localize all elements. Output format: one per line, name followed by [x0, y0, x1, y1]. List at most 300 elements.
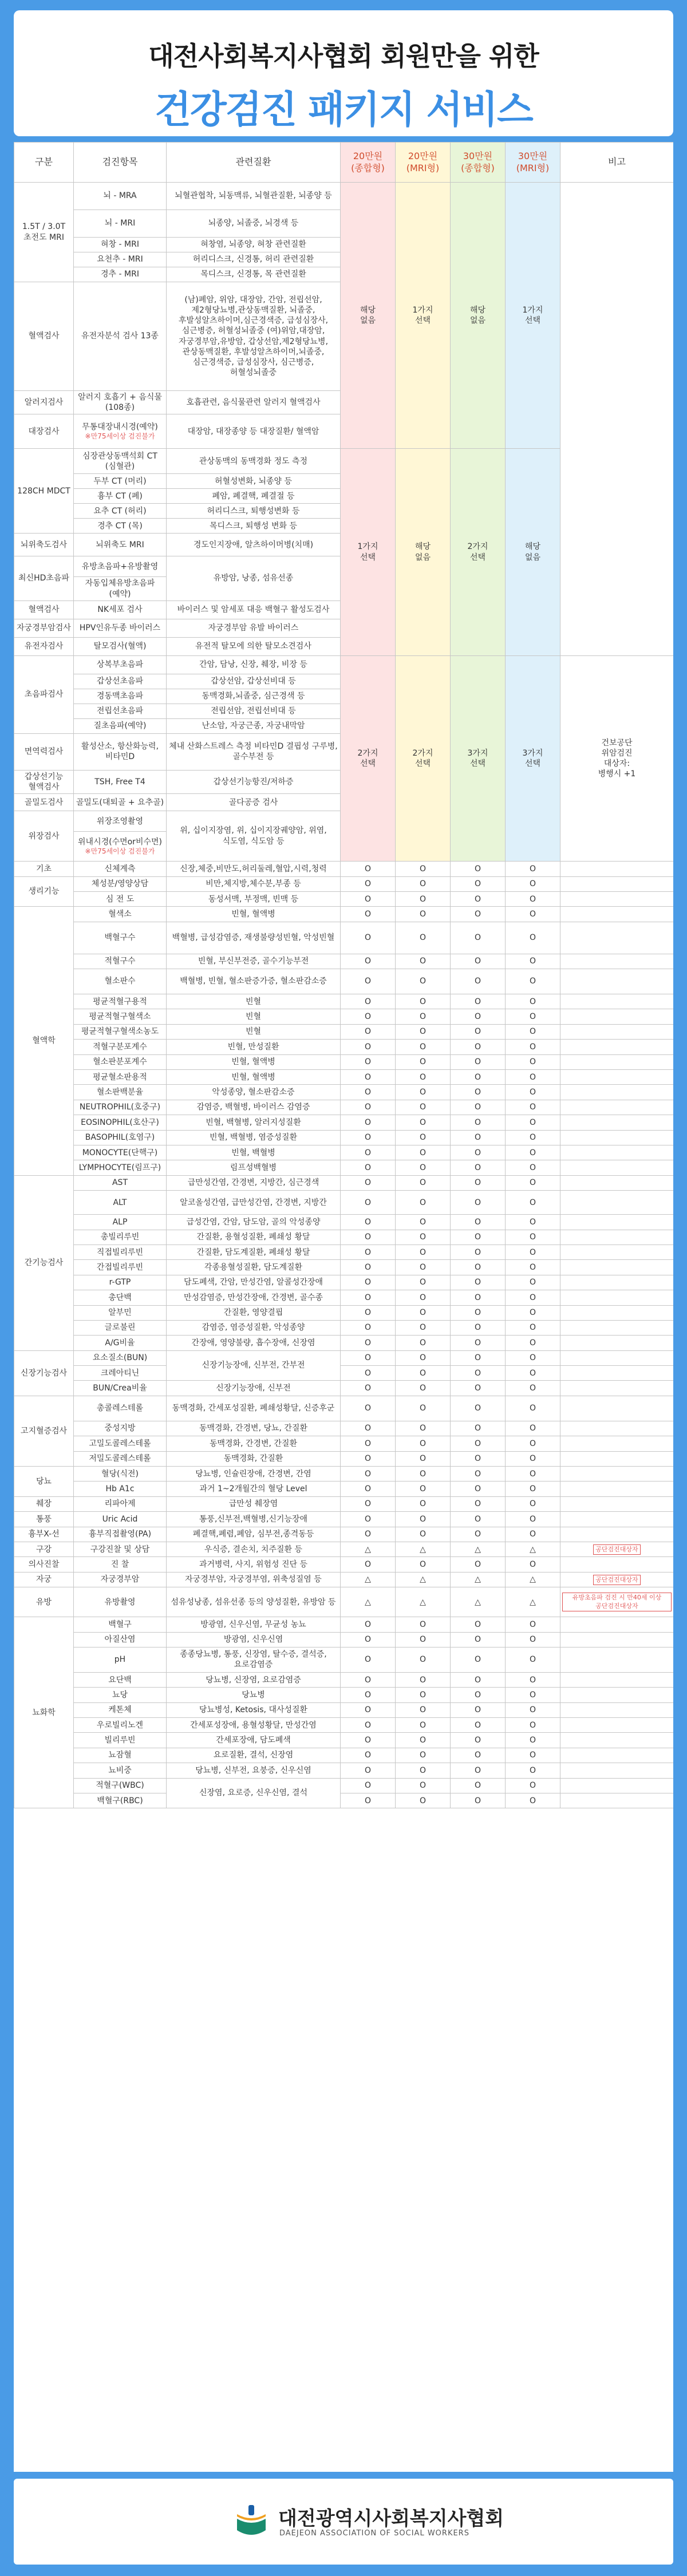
- cell-p30-general: △: [451, 1572, 506, 1587]
- cell-p30-mri: O: [506, 1632, 560, 1647]
- cell-p20-mri: O: [396, 1244, 451, 1259]
- cell-p30-mri: O: [506, 922, 560, 954]
- cell-item: 유방초음파+유방촬영: [74, 556, 167, 577]
- cell-p20-general: O: [341, 1244, 396, 1259]
- table-row: [14, 1244, 674, 1259]
- cell-p20-mri: O: [396, 1230, 451, 1244]
- cell-disease: 빈혈, 백혈병, 염증성질환: [167, 1130, 341, 1145]
- cell-note: [560, 1702, 674, 1717]
- cell-disease: 담도폐색, 간암, 만성간염, 알콜성간장애: [167, 1275, 341, 1290]
- cell-p30-mri: O: [506, 1467, 560, 1481]
- cell-item: NK세포 검사: [74, 600, 167, 619]
- cell-item: ALT: [74, 1191, 167, 1215]
- cell-note: [560, 1451, 674, 1466]
- table-row: [14, 1024, 674, 1039]
- cell-category: 알러지검사: [14, 391, 74, 414]
- cell-disease: 체내 산화스트레스 측정 비타민D 결핍성 구루병, 골수부전 등: [167, 733, 341, 770]
- cell-note: [560, 862, 674, 876]
- cell-p20-mri: O: [396, 1305, 451, 1320]
- header-title: 건강검진 패키지 서비스: [155, 88, 532, 132]
- cell-p20-general: O: [341, 1160, 396, 1175]
- cell-disease: 섬유성낭종, 섬유선종 등의 양성질환, 유방암 등: [167, 1587, 341, 1617]
- cell-disease: 백혈병, 빈혈, 혈소판증가증, 혈소판감소증: [167, 969, 341, 994]
- cell-p30-general: O: [451, 1070, 506, 1085]
- cell-category: 유방: [14, 1587, 74, 1617]
- col-header-category: 구분: [14, 143, 74, 183]
- cell-note: [560, 1244, 674, 1259]
- cell-note: [560, 922, 674, 954]
- cell-p30-general: O: [451, 1481, 506, 1496]
- cell-note: [560, 1672, 674, 1687]
- table-row: [14, 994, 674, 1009]
- cell-category: 골밀도검사: [14, 794, 74, 811]
- cell-item: 요소질소(BUN): [74, 1350, 167, 1365]
- cell-disease: 급만성 췌장염: [167, 1496, 341, 1511]
- cell-p20-general: 해당 없음: [341, 183, 396, 449]
- cell-disease: 목디스크, 신경통, 목 관련질환: [167, 267, 341, 282]
- cell-p30-mri: O: [506, 1718, 560, 1733]
- table-row: [14, 1396, 674, 1421]
- cell-item: 총콜레스테롤: [74, 1396, 167, 1421]
- cell-disease: 간질환, 담도계질환, 폐쇄성 황달: [167, 1244, 341, 1259]
- cell-disease: 갑상선기능항진/저하증: [167, 770, 341, 793]
- table-row: [14, 1587, 674, 1617]
- cell-p30-general: △: [451, 1542, 506, 1556]
- cell-p20-general: O: [341, 1672, 396, 1687]
- cell-p20-general: O: [341, 1496, 396, 1511]
- table-row: [14, 969, 674, 994]
- table-row: [14, 1320, 674, 1335]
- cell-p30-general: O: [451, 907, 506, 922]
- cell-item: pH: [74, 1647, 167, 1672]
- cell-category: 대장검사: [14, 414, 74, 449]
- table-row: [14, 1702, 674, 1717]
- cell-note: [560, 1512, 674, 1527]
- cell-p20-mri: O: [396, 1260, 451, 1275]
- cell-p20-mri: O: [396, 994, 451, 1009]
- cell-p30-mri: O: [506, 1040, 560, 1054]
- cell-p20-general: O: [341, 1275, 396, 1290]
- cell-p30-mri: O: [506, 1260, 560, 1275]
- cell-disease: 급성간염, 간암, 담도암, 골의 악성종양: [167, 1215, 341, 1230]
- cell-p30-mri: O: [506, 1421, 560, 1436]
- cell-p20-general: O: [341, 1467, 396, 1481]
- cell-disease: 빈혈, 백혈병: [167, 1145, 341, 1160]
- cell-item: 두부 CT (머리): [74, 474, 167, 489]
- cell-category: 1.5T / 3.0T 초전도 MRI: [14, 183, 74, 282]
- cell-disease: 골다공증 검사: [167, 794, 341, 811]
- cell-p20-mri: O: [396, 1467, 451, 1481]
- cell-p20-mri: O: [396, 1421, 451, 1436]
- cell-p20-mri: O: [396, 1512, 451, 1527]
- cell-item: BASOPHIL(호염구): [74, 1130, 167, 1145]
- cell-item: 총단백: [74, 1290, 167, 1305]
- cell-p20-general: O: [341, 1115, 396, 1130]
- cell-note: [560, 1024, 674, 1039]
- col-header-20-mri: 20만원 (MRI형): [396, 143, 451, 183]
- cell-p30-mri: O: [506, 1070, 560, 1085]
- cell-p20-general: O: [341, 1366, 396, 1381]
- table-row: [14, 1175, 674, 1190]
- cell-p20-mri: O: [396, 1748, 451, 1763]
- cell-p30-mri: O: [506, 1647, 560, 1672]
- cell-item: 상복부초음파: [74, 655, 167, 674]
- cell-item: 자궁경부암: [74, 1572, 167, 1587]
- table-row: [14, 1778, 674, 1793]
- cell-p20-mri: △: [396, 1587, 451, 1617]
- cell-category: 자궁: [14, 1572, 74, 1587]
- cell-p30-mri: O: [506, 1396, 560, 1421]
- cell-note: [560, 1793, 674, 1808]
- cell-category: 128CH MDCT: [14, 449, 74, 534]
- cell-p20-general: O: [341, 994, 396, 1009]
- table-row: [14, 1054, 674, 1069]
- cell-item: 골밀도(대퇴골 + 요추골): [74, 794, 167, 811]
- col-header-30-mri: 30만원 (MRI형): [506, 143, 560, 183]
- cell-item: 평균혈소판용적: [74, 1070, 167, 1085]
- cell-p30-general: O: [451, 994, 506, 1009]
- cell-p20-mri: O: [396, 969, 451, 994]
- cell-p30-mri: O: [506, 1230, 560, 1244]
- cell-item: 간접빌리루빈: [74, 1260, 167, 1275]
- cell-p20-general: O: [341, 1145, 396, 1160]
- cell-p30-general: O: [451, 1748, 506, 1763]
- cell-p20-general: O: [341, 969, 396, 994]
- table-row: [14, 891, 674, 906]
- cell-p20-general: O: [341, 1040, 396, 1054]
- cell-item: 신체계측: [74, 862, 167, 876]
- cell-item: 뇨잠혈: [74, 1748, 167, 1763]
- cell-item: 적혈구수: [74, 954, 167, 969]
- cell-p20-mri: O: [396, 1130, 451, 1145]
- cell-disease: 우식증, 결손치, 치주질환 등: [167, 1542, 341, 1556]
- cell-category: 뇨화학: [14, 1617, 74, 1808]
- cell-note: [560, 1381, 674, 1396]
- cell-p20-general: O: [341, 876, 396, 891]
- cell-item: LYMPHOCYTE(림프구): [74, 1160, 167, 1175]
- cell-disease: 당뇨병, 신부전, 요붕증, 신우신염: [167, 1763, 341, 1778]
- cell-p30-general: O: [451, 1230, 506, 1244]
- cell-note: [560, 1175, 674, 1190]
- cell-p20-general: △: [341, 1572, 396, 1587]
- cell-p30-mri: O: [506, 1244, 560, 1259]
- cell-item: r-GTP: [74, 1275, 167, 1290]
- cell-category: 갑상선기능 혈액검사: [14, 770, 74, 793]
- cell-p30-mri: 3가지 선택: [506, 655, 560, 861]
- cell-p30-general: O: [451, 954, 506, 969]
- table-row: [14, 1748, 674, 1763]
- cell-p20-general: △: [341, 1587, 396, 1617]
- cell-p20-general: O: [341, 1718, 396, 1733]
- cell-p30-mri: O: [506, 876, 560, 891]
- cell-disease: 허리디스크, 신경통, 허리 관련질환: [167, 252, 341, 267]
- cell-note: [560, 1275, 674, 1290]
- cell-p20-general: O: [341, 1702, 396, 1717]
- cell-p30-mri: O: [506, 1688, 560, 1702]
- cell-disease: 유방암, 낭종, 섬유선종: [167, 556, 341, 600]
- cell-p30-general: O: [451, 1175, 506, 1190]
- table-row: [14, 922, 674, 954]
- cell-disease: 동맥경화,뇌졸중, 심근경색 등: [167, 689, 341, 704]
- cell-category: 췌장: [14, 1496, 74, 1511]
- cell-item: 중성지방: [74, 1421, 167, 1436]
- cell-note: [560, 1366, 674, 1381]
- cell-note: [560, 1527, 674, 1542]
- age-limit-note: ※만75세이상 검진불가: [85, 847, 155, 855]
- cell-note: [560, 1733, 674, 1748]
- cell-p20-general: O: [341, 1763, 396, 1778]
- cell-p30-mri: 해당 없음: [506, 449, 560, 655]
- cell-p30-general: O: [451, 1275, 506, 1290]
- cell-p20-general: O: [341, 891, 396, 906]
- cell-disease: 경도인지장애, 알츠하이머병(치매): [167, 534, 341, 556]
- cell-note: [560, 1436, 674, 1451]
- cell-p30-general: O: [451, 969, 506, 994]
- cell-item: 체성분/영양상담: [74, 876, 167, 891]
- cell-p30-mri: O: [506, 1145, 560, 1160]
- cell-note: [560, 1054, 674, 1069]
- cell-disease: 종종당뇨병, 통풍, 신장염, 탈수증, 결석증, 요로감염증: [167, 1647, 341, 1672]
- cell-item: 요단백: [74, 1672, 167, 1687]
- cell-disease: 빈혈: [167, 994, 341, 1009]
- cell-disease: 신장염, 요로증, 신우신염, 결석: [167, 1778, 341, 1808]
- cell-note: [560, 1230, 674, 1244]
- cell-disease: 간질환, 영양결핍: [167, 1305, 341, 1320]
- cell-p30-mri: O: [506, 1085, 560, 1100]
- cell-item: 리파아제: [74, 1496, 167, 1511]
- cell-disease: 빈혈, 백혈병, 알러지성질환: [167, 1115, 341, 1130]
- cell-p30-general: O: [451, 1009, 506, 1024]
- table-row: [14, 1305, 674, 1320]
- cell-disease: 신장,체중,비만도,허리둘레,혈압,시력,청력: [167, 862, 341, 876]
- cell-disease: 폐암, 폐결핵, 폐결절 등: [167, 489, 341, 504]
- cell-disease: 급만성간염, 간경변, 지방간, 심근경색: [167, 1175, 341, 1190]
- cell-p20-general: O: [341, 1436, 396, 1451]
- cell-p30-general: O: [451, 1320, 506, 1335]
- cell-item: 심 전 도: [74, 891, 167, 906]
- cell-item: 고밀도콜레스테롤: [74, 1436, 167, 1451]
- table-row: [14, 1793, 674, 1808]
- table-row: [14, 1230, 674, 1244]
- cell-p30-general: O: [451, 1451, 506, 1466]
- cell-category: 혈액검사: [14, 282, 74, 391]
- cell-p20-mri: O: [396, 862, 451, 876]
- header-card: [14, 10, 673, 136]
- cell-note: [560, 1350, 674, 1365]
- cell-disease: 자궁경부암 유발 바이러스: [167, 619, 341, 637]
- cell-p20-mri: O: [396, 1778, 451, 1793]
- cell-p20-mri: O: [396, 1085, 451, 1100]
- cell-item: A/G비율: [74, 1336, 167, 1350]
- cell-disease: 동맥경화, 간경변, 간질환: [167, 1436, 341, 1451]
- cell-disease: 각종용혈성질환, 담도계질환: [167, 1260, 341, 1275]
- cell-note: [560, 1320, 674, 1335]
- cell-disease: 동맥경화, 간세포성질환, 폐쇄성황달, 신증후군: [167, 1396, 341, 1421]
- cell-item: Hb A1c: [74, 1481, 167, 1496]
- cell-p20-mri: O: [396, 876, 451, 891]
- cell-p30-mri: O: [506, 1320, 560, 1335]
- cell-note: [560, 1496, 674, 1511]
- item-text: 위내시경(수면or비수면): [78, 837, 162, 847]
- cell-p30-mri: O: [506, 1512, 560, 1527]
- cell-p30-general: O: [451, 1040, 506, 1054]
- cell-p20-mri: O: [396, 1672, 451, 1687]
- cell-category: 유전자검사: [14, 637, 74, 655]
- cell-disease: 빈혈, 만성질환: [167, 1040, 341, 1054]
- cell-p20-mri: O: [396, 1527, 451, 1542]
- cell-p20-general: O: [341, 1632, 396, 1647]
- cell-p20-mri: O: [396, 1366, 451, 1381]
- cell-disease: 신장기능장애, 신부전: [167, 1381, 341, 1396]
- cell-p30-general: O: [451, 1085, 506, 1100]
- cell-disease: 관상동맥의 동맥경화 정도 측정: [167, 449, 341, 474]
- cell-disease: 허리디스크, 퇴행성변화 등: [167, 504, 341, 519]
- cell-item: 알부민: [74, 1305, 167, 1320]
- table-row: [14, 1481, 674, 1496]
- cell-p20-mri: 해당 없음: [396, 449, 451, 655]
- cell-item: [74, 832, 167, 862]
- cell-item: 글로불린: [74, 1320, 167, 1335]
- cell-category: 구강: [14, 1542, 74, 1556]
- item-text: 무통대장내시경(예약): [82, 422, 158, 432]
- cell-p20-general: O: [341, 1024, 396, 1039]
- table-row: [14, 1336, 674, 1350]
- cell-note: [560, 1191, 674, 1215]
- note-badge: 공단검진대상자: [593, 1544, 640, 1555]
- cell-p20-general: O: [341, 1381, 396, 1396]
- cell-note: [560, 954, 674, 969]
- cell-p30-general: O: [451, 1436, 506, 1451]
- cell-disease: 당뇨병, 인슐린장애, 간경변, 간염: [167, 1467, 341, 1481]
- cell-p30-general: 해당 없음: [451, 183, 506, 449]
- table-row: [14, 1436, 674, 1451]
- cell-item: MONOCYTE(단핵구): [74, 1145, 167, 1160]
- cell-p30-mri: O: [506, 907, 560, 922]
- package-table-container: [14, 142, 673, 2472]
- cell-p20-general: O: [341, 1527, 396, 1542]
- cell-note: [560, 1396, 674, 1421]
- cell-p20-mri: O: [396, 1481, 451, 1496]
- cell-note: [560, 1481, 674, 1496]
- cell-p30-general: O: [451, 1100, 506, 1115]
- cell-item: 뇌 - MRA: [74, 183, 167, 210]
- table-row: [14, 655, 674, 674]
- cell-p20-mri: O: [396, 1100, 451, 1115]
- cell-p30-general: O: [451, 922, 506, 954]
- cell-p30-mri: O: [506, 954, 560, 969]
- cell-item: 유전자분석 검사 13종: [74, 282, 167, 391]
- cell-p30-mri: O: [506, 1748, 560, 1763]
- cell-p20-mri: O: [396, 1617, 451, 1632]
- cell-p20-mri: O: [396, 1215, 451, 1230]
- cell-p30-mri: 1가지 선택: [506, 183, 560, 449]
- cell-disease: 빈혈, 혈액병: [167, 1054, 341, 1069]
- cell-p20-general: O: [341, 1512, 396, 1527]
- cell-p20-general: O: [341, 1778, 396, 1793]
- cell-note: 건보공단 위암검진 대상자: 병행시 +1: [560, 655, 674, 861]
- table-row: [14, 1718, 674, 1733]
- cell-item: 혈소판분포계수: [74, 1054, 167, 1069]
- cell-p30-mri: O: [506, 994, 560, 1009]
- cell-p20-general: O: [341, 1793, 396, 1808]
- table-row: [14, 954, 674, 969]
- cell-p20-mri: O: [396, 1336, 451, 1350]
- cell-disease: 방광염, 신우신염: [167, 1632, 341, 1647]
- cell-p30-mri: O: [506, 1100, 560, 1115]
- cell-disease: 빈혈, 혈액병: [167, 907, 341, 922]
- cell-note: [560, 1617, 674, 1632]
- cell-item: BUN/Crea비율: [74, 1381, 167, 1396]
- cell-p20-general: O: [341, 1396, 396, 1421]
- col-header-note: 비고: [560, 143, 674, 183]
- cell-note: [560, 1421, 674, 1436]
- cell-item: 평균적혈구혈색소농도: [74, 1024, 167, 1039]
- cell-p30-general: O: [451, 1467, 506, 1481]
- cell-p20-general: O: [341, 1009, 396, 1024]
- col-header-20-general: 20만원 (종합형): [341, 143, 396, 183]
- footer: [14, 2479, 673, 2565]
- cell-category: 신장기능검사: [14, 1350, 74, 1396]
- cell-note: [560, 1748, 674, 1763]
- col-header-30-general: 30만원 (종합형): [451, 143, 506, 183]
- cell-note: [560, 1290, 674, 1305]
- cell-note: [560, 1572, 674, 1587]
- cell-p30-general: O: [451, 1396, 506, 1421]
- cell-disease: 간세포장애, 담도폐색: [167, 1733, 341, 1748]
- cell-disease: 간암, 담낭, 신장, 췌장, 비장 등: [167, 655, 341, 674]
- cell-p30-general: O: [451, 1647, 506, 1672]
- cell-note: [560, 1100, 674, 1115]
- cell-p30-mri: △: [506, 1587, 560, 1617]
- cell-disease: 림프성백혈병: [167, 1160, 341, 1175]
- cell-note: [560, 1718, 674, 1733]
- cell-item: 위장조영촬영: [74, 811, 167, 832]
- table-row: [14, 1215, 674, 1230]
- cell-p20-general: O: [341, 1733, 396, 1748]
- cell-note: [560, 1688, 674, 1702]
- cell-disease: 방광염, 신우신염, 무균성 농뇨: [167, 1617, 341, 1632]
- cell-note: [560, 1160, 674, 1175]
- cell-p30-general: O: [451, 1421, 506, 1436]
- cell-item: 우로빌리노겐: [74, 1718, 167, 1733]
- cell-disease: 간장애, 영양불량, 흡수장애, 신장염: [167, 1336, 341, 1350]
- cell-item: 평균적혈구용적: [74, 994, 167, 1009]
- cell-item: 자동입체유방초음파(예약): [74, 577, 167, 600]
- selective-section: [14, 183, 674, 862]
- cell-category: 혈액검사: [14, 600, 74, 619]
- cell-item: 혀창 - MRI: [74, 238, 167, 252]
- table-row: [14, 1512, 674, 1527]
- cell-disease: 목디스크, 퇴행성 변화 등: [167, 519, 341, 534]
- cell-item: 혈소판수: [74, 969, 167, 994]
- cell-item: 아질산염: [74, 1632, 167, 1647]
- cell-p30-general: O: [451, 1054, 506, 1069]
- cell-p30-mri: O: [506, 1778, 560, 1793]
- cell-p20-mri: O: [396, 1145, 451, 1160]
- cell-p30-mri: O: [506, 1130, 560, 1145]
- cell-p20-mri: O: [396, 954, 451, 969]
- table-row: [14, 1290, 674, 1305]
- cell-note: [560, 1040, 674, 1054]
- cell-note: [560, 183, 674, 656]
- cell-p30-mri: O: [506, 1024, 560, 1039]
- cell-item: 탈모검사(혈액): [74, 637, 167, 655]
- cell-p30-mri: O: [506, 891, 560, 906]
- cell-item: 저밀도콜레스테롤: [74, 1451, 167, 1466]
- cell-item: 백혈구: [74, 1617, 167, 1632]
- cell-p20-mri: O: [396, 1632, 451, 1647]
- cell-note: [560, 1632, 674, 1647]
